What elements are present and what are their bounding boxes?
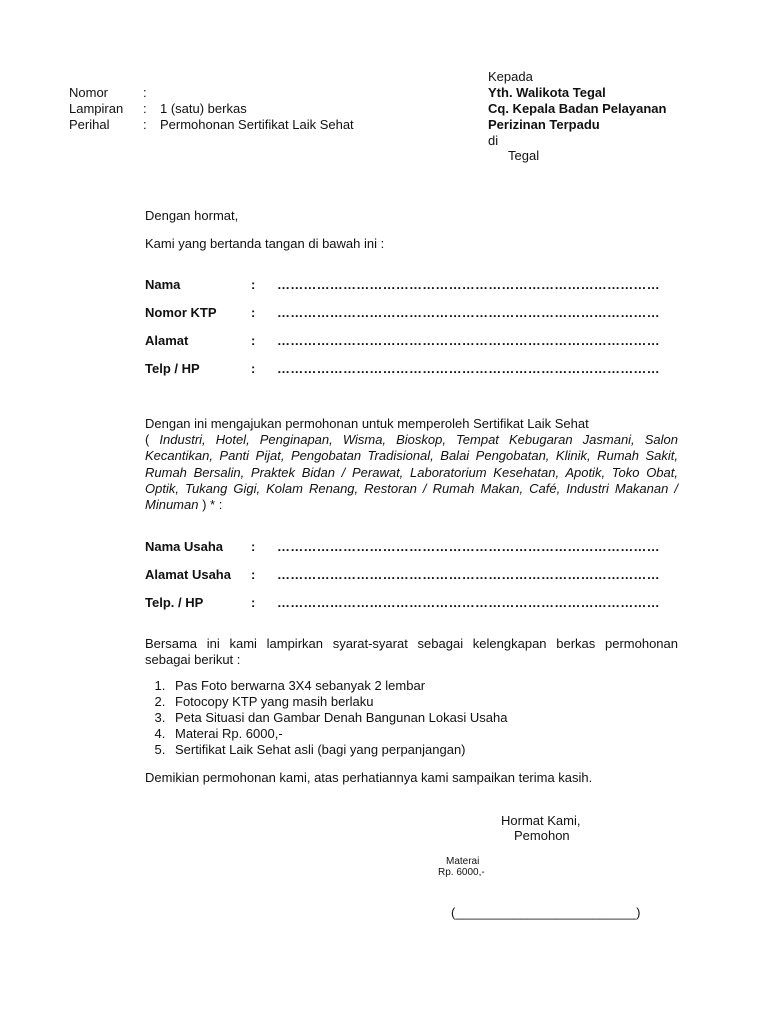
stamp-amount: Rp. 6000,- bbox=[438, 867, 485, 878]
field-label-telp: Telp / HP bbox=[145, 361, 200, 376]
nomor-sep: : bbox=[143, 85, 147, 100]
request-line1: Dengan ini mengajukan permohonan untuk memperoleh Sertifikat Laik Sehat bbox=[145, 416, 589, 431]
field-sep: : bbox=[251, 361, 256, 376]
signature-hormat: Hormat Kami, bbox=[501, 813, 581, 828]
closing-text: Demikian permohonan kami, atas perhatiannya kami sampaikan terima kasih. bbox=[145, 770, 593, 785]
recipient-di: di bbox=[488, 133, 499, 148]
field-label-alamat-usaha: Alamat Usaha bbox=[145, 567, 231, 582]
field-blank-telp[interactable]: …………………………………………………………………………… bbox=[277, 361, 660, 376]
field-blank-nama-usaha[interactable]: …………………………………………………………………………… bbox=[277, 539, 660, 554]
requirement-item: 5. Sertifikat Laik Sehat asli (bagi yang perpanjangan) bbox=[169, 742, 507, 758]
field-sep: : bbox=[251, 305, 256, 320]
field-label-telp-usaha: Telp. / HP bbox=[145, 595, 204, 610]
field-blank-alamat[interactable]: …………………………………………………………………………… bbox=[277, 333, 660, 348]
requirement-item: 4. Materai Rp. 6000,- bbox=[169, 726, 507, 742]
field-label-nama-usaha: Nama Usaha bbox=[145, 539, 224, 554]
field-blank-nama[interactable]: …………………………………………………………………………… bbox=[277, 277, 660, 292]
requirement-item: 3. Peta Situasi dan Gambar Denah Bangunan Lokasi Usaha bbox=[169, 710, 507, 726]
field-blank-telp-usaha[interactable]: …………………………………………………………………………… bbox=[277, 595, 660, 610]
field-sep: : bbox=[251, 595, 256, 610]
categories-list: Industri, Hotel, Penginapan, Wisma, Bioskop, Tempat Kebugaran Jasmani, Salon Kecantikan, Panti Pijat, Pengobatan Tradisional, Balai Pengobatan, Klinik, Rumah Sakit, Rumah Bersalin, Praktek Bidan / Perawat, Laboratorium Kesehatan, Apotik, Toko Obat, Optik, Tukang Gigi, Kolam Renang, Restoran / Rumah Makan, Café, Industri Makanan / Minuman bbox=[145, 432, 678, 513]
attachments-intro: Bersama ini kami lampirkan syarat-syarat sebagai kelengkapan berkas permohonan sebagai berikut : bbox=[145, 636, 678, 668]
perihal-sep: : bbox=[143, 117, 147, 132]
lampiran-value: 1 (satu) berkas bbox=[160, 101, 247, 116]
field-sep: : bbox=[251, 539, 256, 554]
recipient-line3: Perizinan Terpadu bbox=[488, 117, 600, 132]
requirement-item: 1. Pas Foto berwarna 3X4 sebanyak 2 lembar bbox=[169, 678, 507, 694]
request-categories-paragraph bbox=[145, 432, 678, 513]
recipient-kepada: Kepada bbox=[488, 69, 533, 84]
signature-name-line[interactable]: (_________________________) bbox=[451, 905, 641, 920]
nomor-label: Nomor bbox=[69, 85, 109, 100]
field-blank-nomor-ktp[interactable]: …………………………………………………………………………… bbox=[277, 305, 660, 320]
field-blank-alamat-usaha[interactable]: …………………………………………………………………………… bbox=[277, 567, 660, 582]
signature-role: Pemohon bbox=[514, 828, 570, 843]
field-sep: : bbox=[251, 333, 256, 348]
open-paren: ( bbox=[145, 432, 160, 447]
recipient-line1: Yth. Walikota Tegal bbox=[488, 85, 606, 100]
recipient-city: Tegal bbox=[508, 148, 540, 163]
field-sep: : bbox=[251, 567, 256, 582]
recipient-line2: Cq. Kepala Badan Pelayanan bbox=[488, 101, 667, 116]
field-label-nama: Nama bbox=[145, 277, 181, 292]
requirements-list bbox=[145, 678, 507, 758]
stamp-label: Materai bbox=[446, 856, 480, 867]
perihal-label: Perihal bbox=[69, 117, 110, 132]
intro-text: Kami yang bertanda tangan di bawah ini : bbox=[145, 236, 385, 251]
lampiran-label: Lampiran bbox=[69, 101, 124, 116]
requirement-item: 2. Fotocopy KTP yang masih berlaku bbox=[169, 694, 507, 710]
field-label-alamat: Alamat bbox=[145, 333, 189, 348]
field-sep: : bbox=[251, 277, 256, 292]
perihal-value: Permohonan Sertifikat Laik Sehat bbox=[160, 117, 354, 132]
greeting: Dengan hormat, bbox=[145, 208, 239, 223]
close-paren: ) * : bbox=[198, 497, 223, 513]
lampiran-sep: : bbox=[143, 101, 147, 116]
field-label-nomor-ktp: Nomor KTP bbox=[145, 305, 217, 320]
